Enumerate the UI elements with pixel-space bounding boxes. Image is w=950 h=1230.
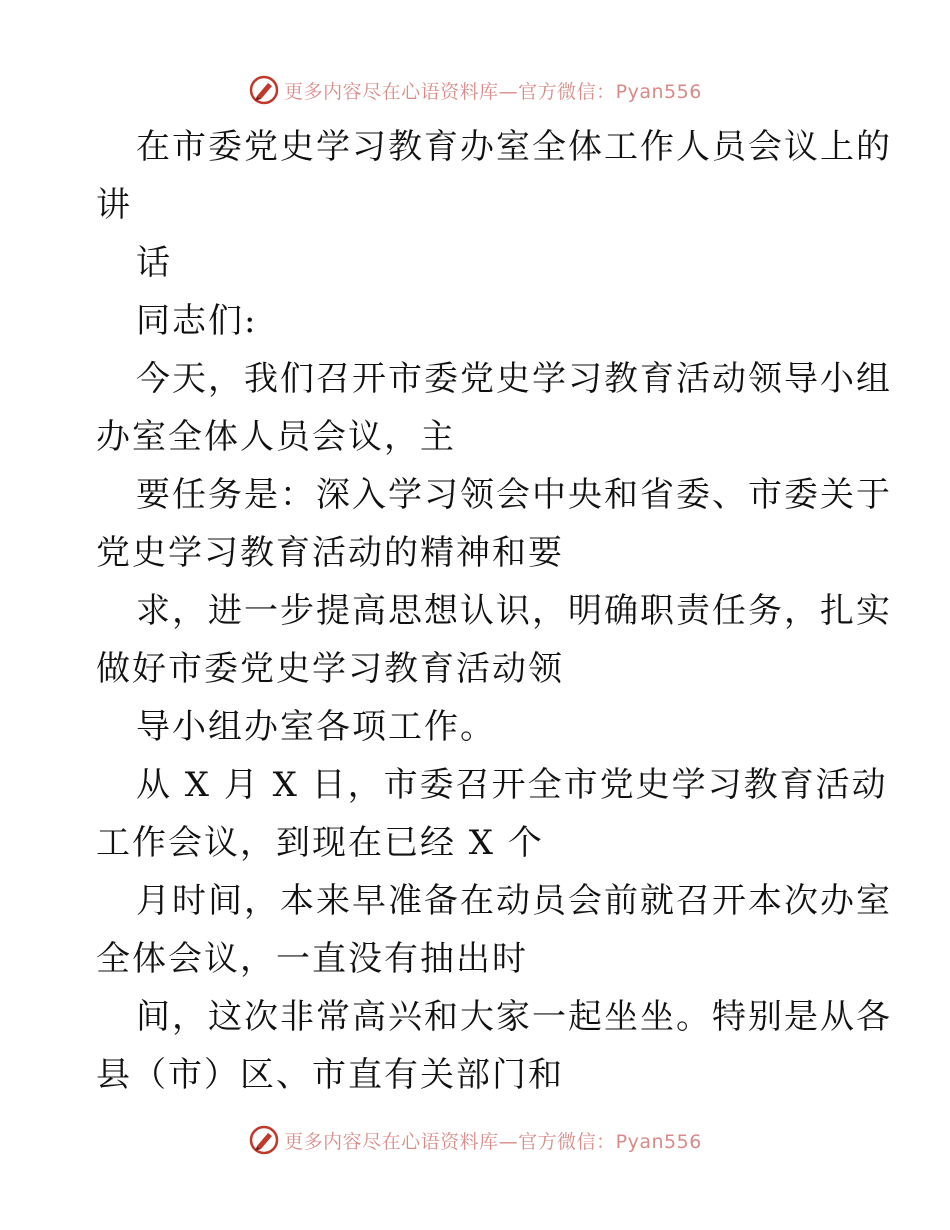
text-line: 做好市委党史学习教育活动领 — [96, 649, 564, 689]
text-line: 党史学习教育活动的精神和要 — [96, 533, 564, 573]
text-line: 要任务是：深入学习领会中央和省委、市委关于 — [136, 475, 892, 515]
text-line: 导小组办室各项工作。 — [136, 707, 496, 747]
text-line: 今天，我们召开市委党史学习教育活动领导小组 — [136, 359, 892, 399]
text-line: 办室全体人员会议，主 — [96, 417, 456, 457]
salutation: 同志们: — [136, 301, 258, 341]
text-line: 间，这次非常高兴和大家一起坐坐。特别是从各 — [136, 997, 892, 1037]
footer-banner — [0, 1120, 950, 1160]
text-line: 求，进一步提高思想认识，明确职责任务，扎实 — [136, 591, 892, 631]
pen-logo-icon — [248, 74, 280, 106]
text-line: 讲 — [96, 185, 132, 225]
header-banner — [0, 70, 950, 110]
text-line: 从 X 月 X 日，市委召开全市党史学习教育活动 — [136, 765, 888, 805]
pen-logo-icon — [248, 1124, 280, 1156]
banner-text: 更多内容尽在心语资料库—官方微信：Pyan556 — [284, 1130, 702, 1153]
banner-text: 更多内容尽在心语资料库—官方微信：Pyan556 — [284, 80, 702, 103]
text-line: 话 — [136, 243, 172, 283]
text-line: 月时间，本来早准备在动员会前就召开本次办室 — [136, 881, 892, 921]
text-line: 在市委党史学习教育办室全体工作人员会议上的 — [136, 127, 892, 167]
text-line: 全体会议，一直没有抽出时 — [96, 939, 528, 979]
text-line: 工作会议，到现在已经 X 个 — [96, 823, 544, 863]
text-line: 县（市）区、市直有关部门和 — [96, 1055, 564, 1095]
